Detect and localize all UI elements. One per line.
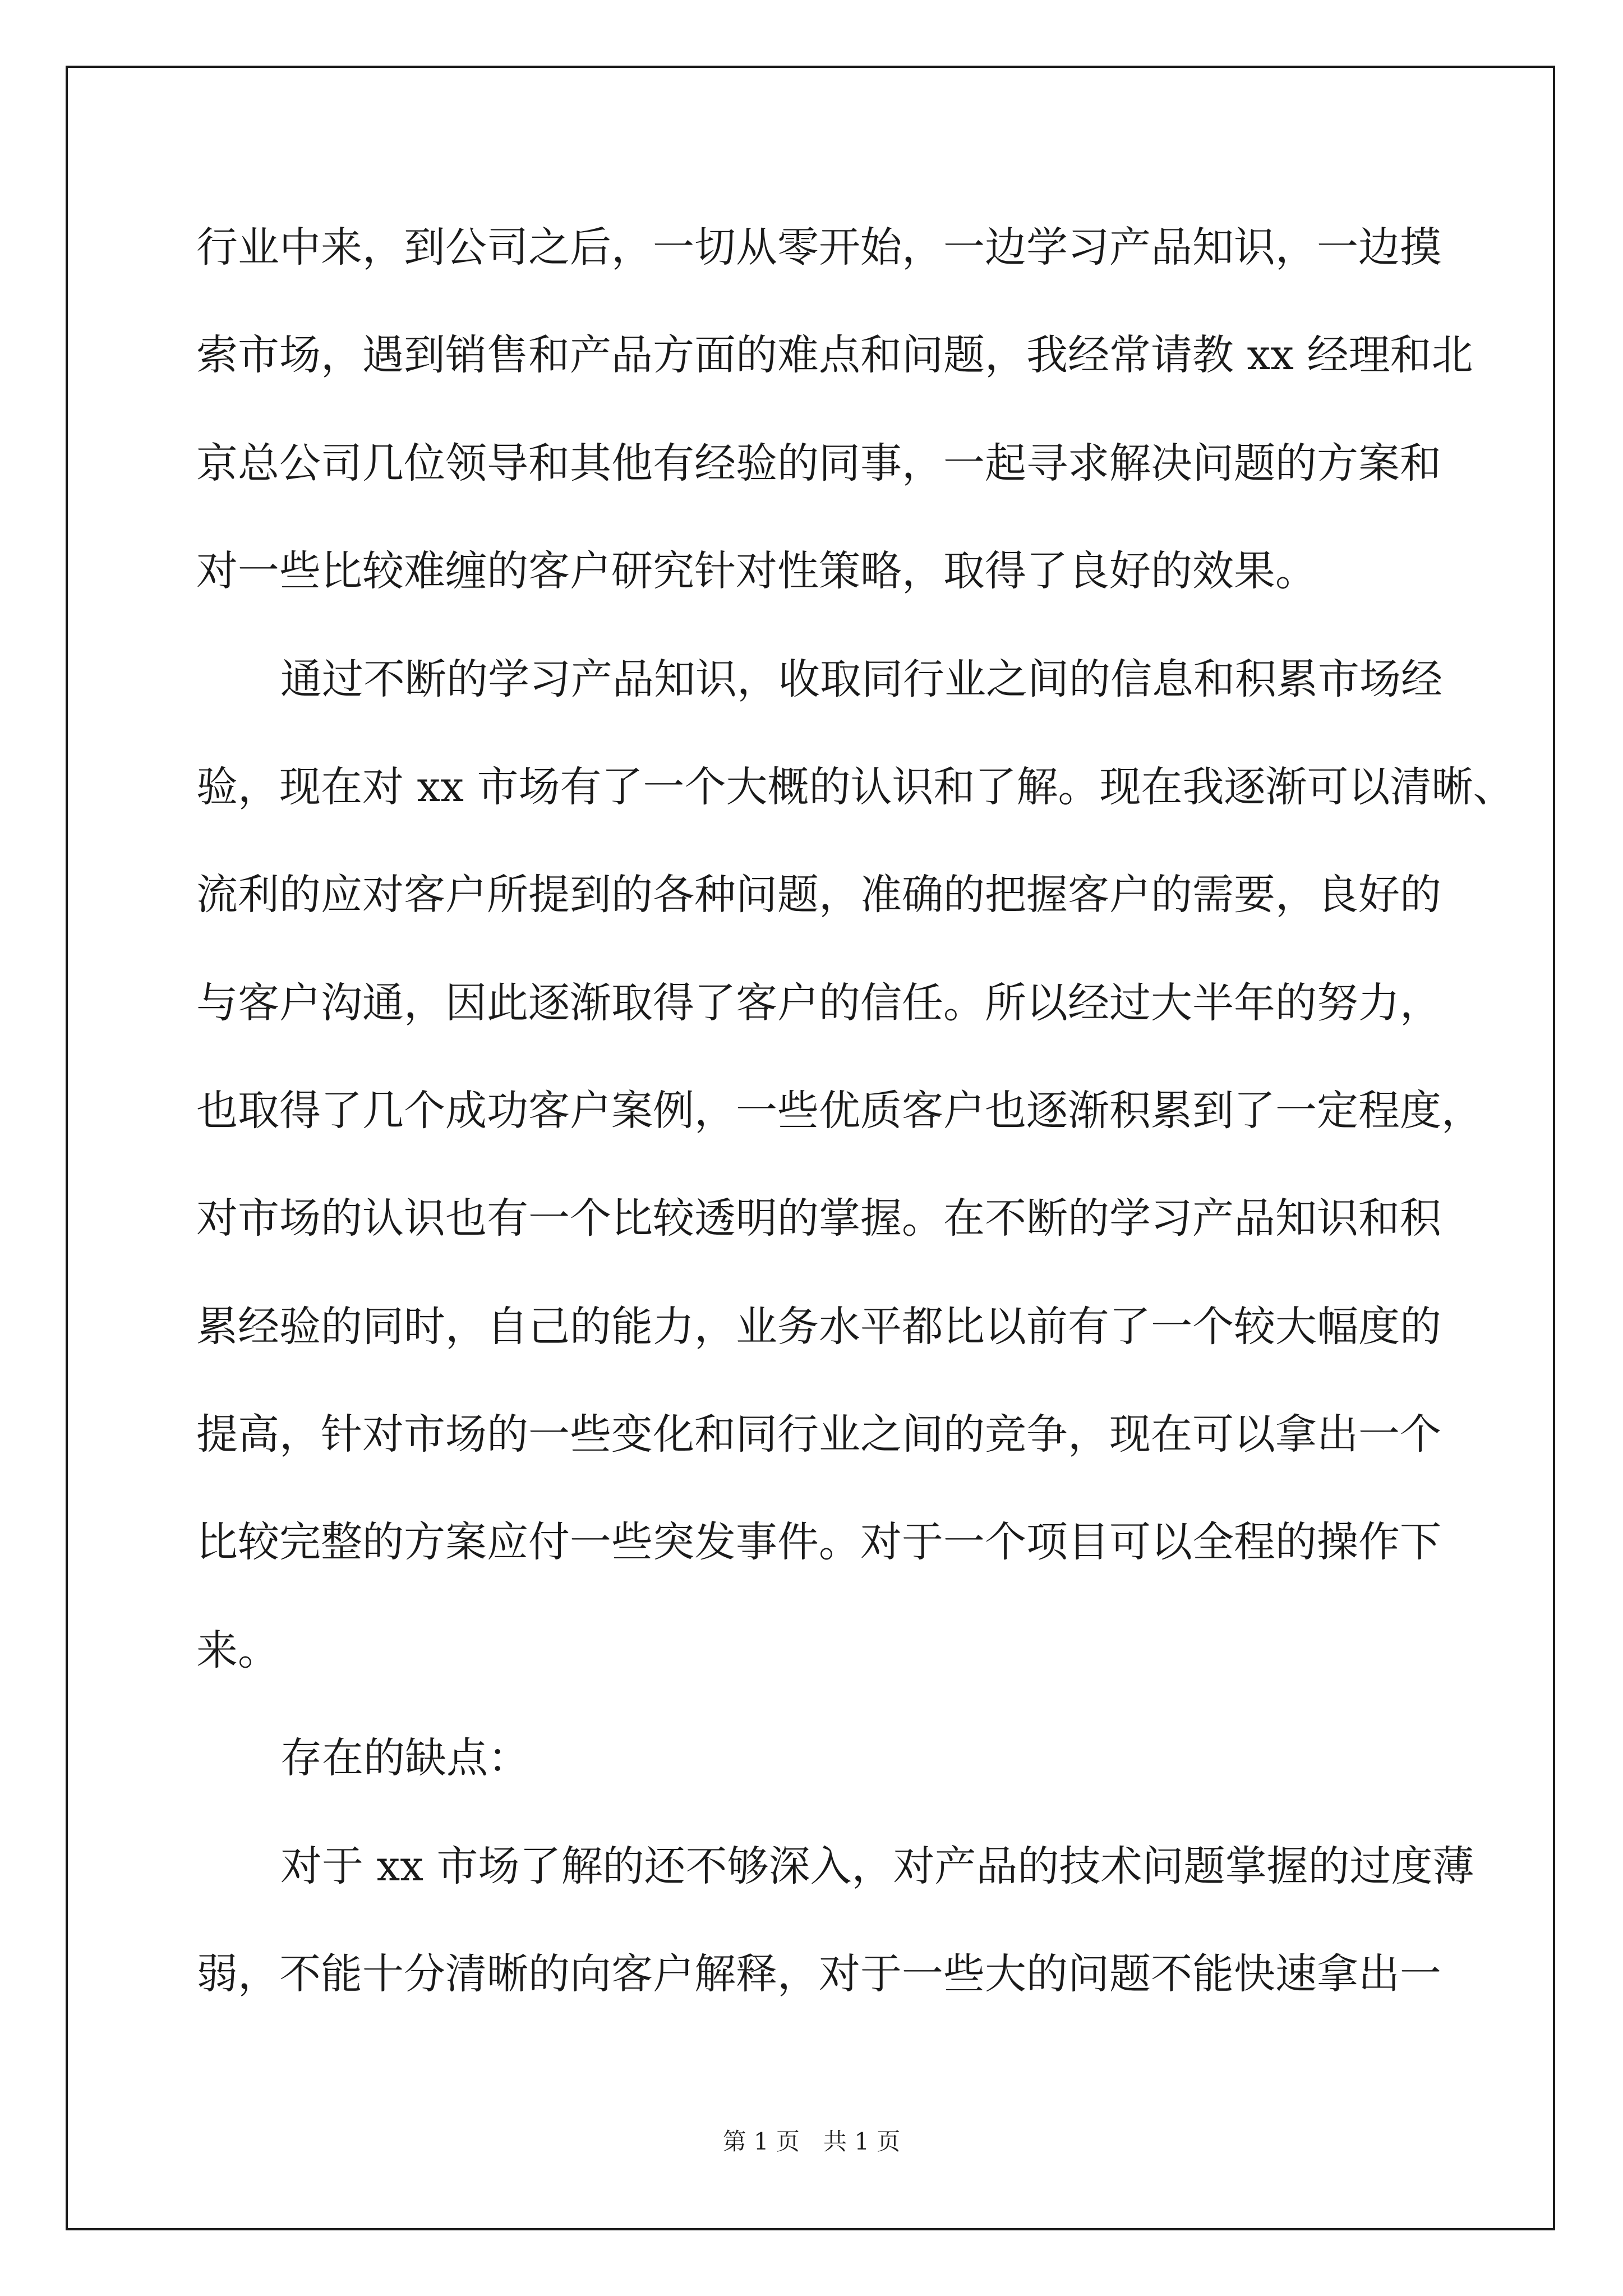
body-line: 弱，不能十分清晰的向客户解释，对于一些大的问题不能快速拿出一 bbox=[196, 1950, 1441, 1998]
body-line: 对市场的认识也有一个比较透明的掌握。在不断的学习产品知识和积 bbox=[196, 1194, 1441, 1243]
body-line: 提高，针对市场的一些变化和同行业之间的竞争，现在可以拿出一个 bbox=[196, 1410, 1441, 1458]
body-line: 行业中来，到公司之后，一切从零开始，一边学习产品知识，一边摸 bbox=[196, 223, 1441, 272]
body-line: 验，现在对 xx 市场有了一个大概的认识和了解。现在我逐渐可以清晰、 bbox=[196, 763, 1515, 811]
body-line: 京总公司几位领导和其他有经验的同事，一起寻求解决问题的方案和 bbox=[196, 439, 1441, 487]
body-line: 对一些比较难缠的客户研究针对性策略，取得了良好的效果。 bbox=[196, 547, 1317, 595]
page-border bbox=[66, 66, 1555, 2230]
body-line: 累经验的同时，自己的能力，业务水平都比以前有了一个较大幅度的 bbox=[196, 1303, 1441, 1351]
section-heading: 存在的缺点： bbox=[280, 1734, 529, 1782]
body-line: 比较完整的方案应付一些突发事件。对于一个项目可以全程的操作下 bbox=[196, 1518, 1441, 1566]
body-line: 来。 bbox=[196, 1626, 279, 1674]
body-line: 与客户沟通，因此逐渐取得了客户的信任。所以经过大半年的努力， bbox=[196, 979, 1441, 1027]
page-number: 第 1 页 共 1 页 bbox=[722, 2128, 901, 2155]
paragraph-first-line: 对于 xx 市场了解的还不够深入，对产品的技术问题掌握的过度薄 bbox=[280, 1842, 1474, 1890]
body-line: 也取得了几个成功客户案例，一些优质客户也逐渐积累到了一定程度， bbox=[196, 1087, 1483, 1135]
body-line: 索市场，遇到销售和产品方面的难点和问题，我经常请教 xx 经理和北 bbox=[196, 331, 1473, 379]
paragraph-first-line: 通过不断的学习产品知识，收取同行业之间的信息和积累市场经 bbox=[280, 655, 1442, 703]
body-line: 流利的应对客户所提到的各种问题，准确的把握客户的需要，良好的 bbox=[196, 871, 1441, 919]
